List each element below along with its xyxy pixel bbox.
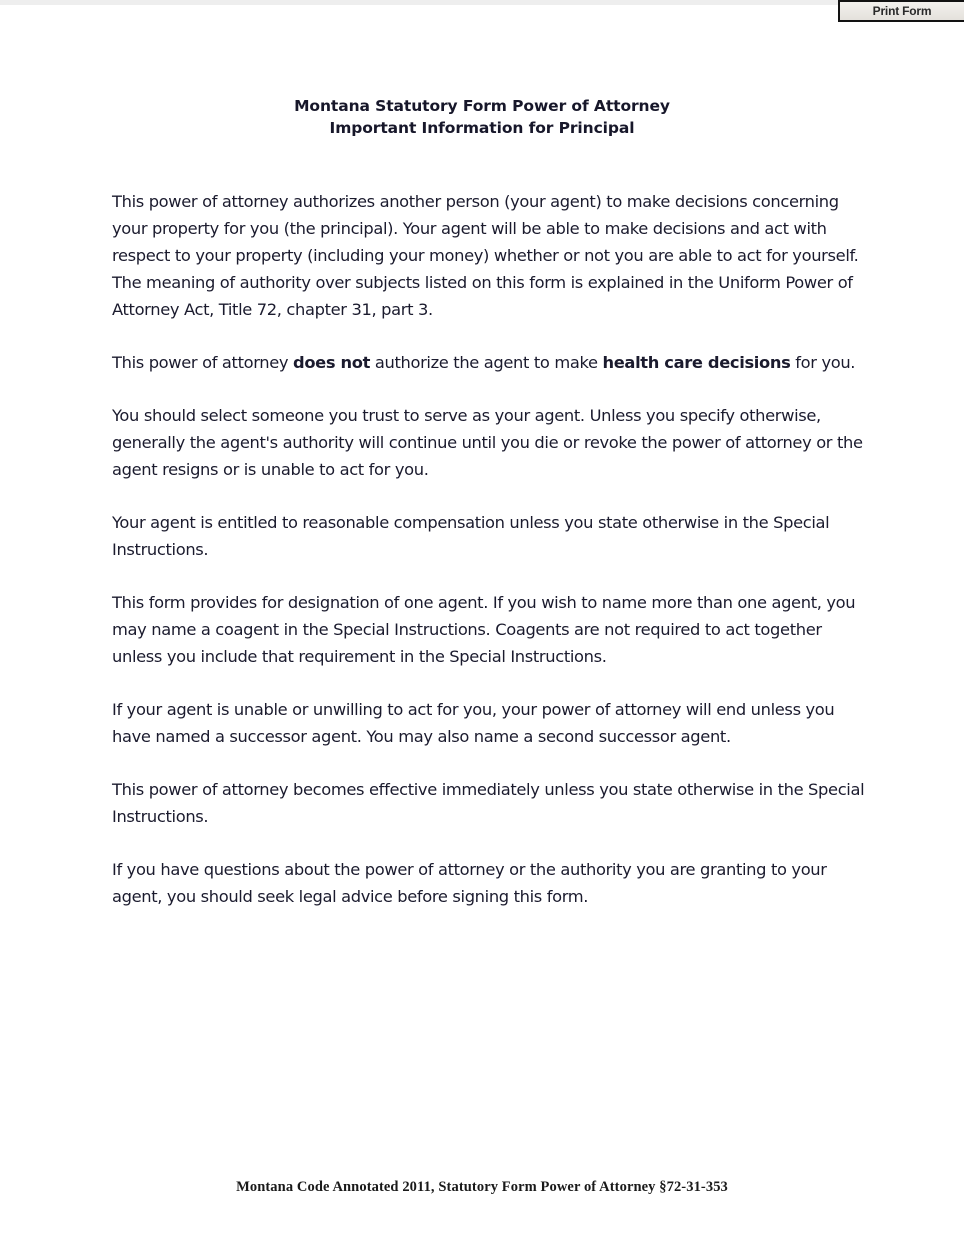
print-form-button[interactable]: Print Form bbox=[838, 0, 964, 22]
document-page bbox=[0, 5, 964, 1252]
body-text: authorize the agent to make bbox=[370, 353, 603, 372]
paragraph-compensation bbox=[112, 509, 874, 563]
footer-citation: Montana Code Annotated 2011, Statutory Form Power of Attorney §72-31-353 bbox=[236, 1179, 728, 1195]
paragraph-authorization bbox=[112, 188, 874, 323]
paragraph-legal-advice bbox=[112, 856, 874, 910]
emphasis-text: does not bbox=[293, 353, 371, 372]
paragraph-health-care-exclusion bbox=[112, 349, 874, 376]
page-title-line-2: Important Information for Principal bbox=[329, 119, 635, 137]
paragraph-selecting-agent bbox=[112, 402, 874, 483]
body-text: This power of attorney becomes effective immediately unless you state otherwise in the Special Instructions. bbox=[112, 780, 865, 826]
body-text: This power of attorney authorizes another person (your agent) to make decisions concerning your property for you (the principal). Your agent will be able to make decisions and act with respect to your property (including your money) whether or not you are able to act for yourself. The meaning of authority over subjects listed on this form is explained in the Uniform Power of Attorney Act, Title 72, chapter 31, part 3. bbox=[112, 192, 859, 319]
body-text: If your agent is unable or unwilling to act for you, your power of attorney will end unless you have named a successor agent. You may also name a second successor agent. bbox=[112, 700, 835, 746]
body-text: Your agent is entitled to reasonable compensation unless you state otherwise in the Special Instructions. bbox=[112, 513, 830, 559]
paragraph-successor-agent bbox=[112, 696, 874, 750]
paragraph-coagents bbox=[112, 589, 874, 670]
body-text: for you. bbox=[790, 353, 856, 372]
body-text: This form provides for designation of one agent. If you wish to name more than one agent, you may name a coagent in the Special Instructions. Coagents are not required to act together unless you include that requirement in the Special Instructions. bbox=[112, 593, 856, 666]
paragraph-effective-date bbox=[112, 776, 874, 830]
body-text: If you have questions about the power of attorney or the authority you are granting to your agent, you should seek legal advice before signing this form. bbox=[112, 860, 827, 906]
body-text: This power of attorney bbox=[112, 353, 294, 372]
page-title-line-1: Montana Statutory Form Power of Attorney bbox=[294, 97, 670, 115]
document-body bbox=[112, 188, 874, 910]
emphasis-text: health care decisions bbox=[602, 353, 791, 372]
body-text: You should select someone you trust to serve as your agent. Unless you specify otherwise, generally the agent's authority will continue until you die or revoke the power of attorney or the agent resigns or is unable to act for you. bbox=[112, 406, 863, 479]
document-title-block bbox=[0, 95, 964, 139]
